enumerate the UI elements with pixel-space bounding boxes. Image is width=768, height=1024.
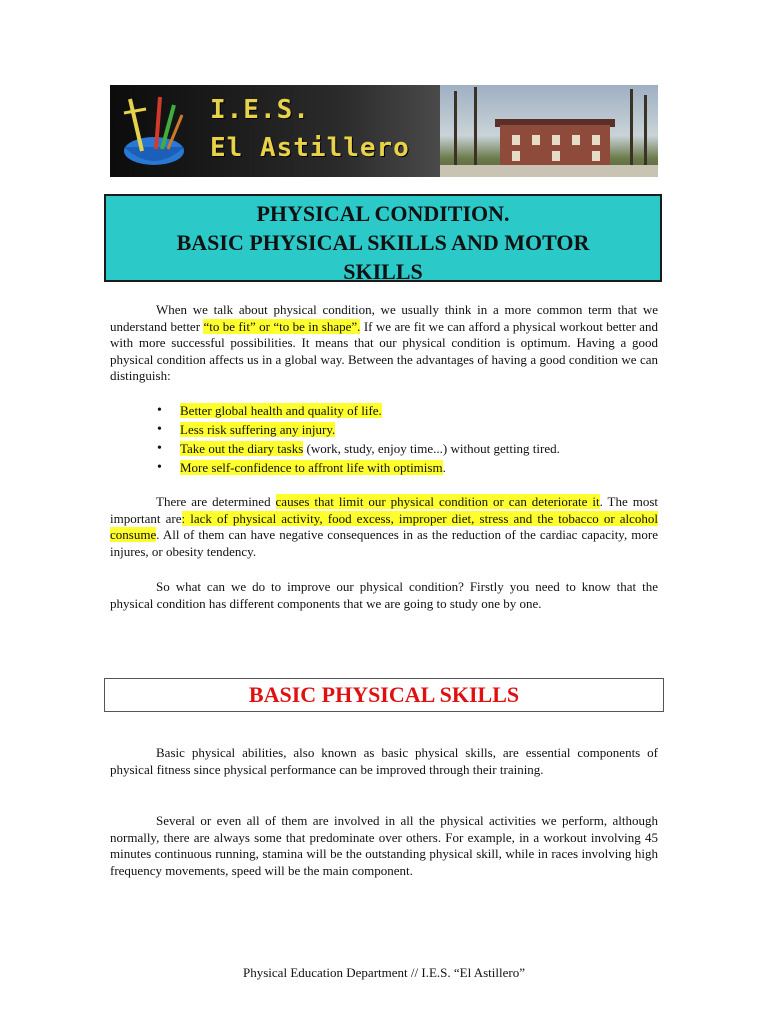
intro-paragraph [110,302,658,385]
advantage-4-rest: . [442,460,446,475]
advantages-list [156,401,560,477]
intro-text-1: When we talk about physical condition, we usually think in a more common term that we understand better [110,302,658,334]
advantage-2: Less risk suffering any injury. [180,422,336,437]
list-item [156,420,560,439]
school-building-photo [440,85,658,177]
causes-text-2: . The most important are [110,494,659,526]
page-footer: Physical Education Department // I.E.S. “El Astillero” [243,965,525,980]
list-item [156,439,560,458]
section-heading: BASIC PHYSICAL SKILLS [248,682,520,707]
school-name-line1: I.E.S. [210,95,310,125]
causes-text-1: There are determined [156,494,276,509]
intro-highlight: “to be fit” or “to be in shape”. [203,318,361,334]
advantage-4-highlight: More self-confidence to affront life with optimism [180,460,443,475]
title-line-2: BASIC PHYSICAL SKILLS AND MOTOR [176,230,590,255]
section-heading-box [104,678,664,712]
school-name-line2: El Astillero [210,133,410,163]
list-item [156,458,560,477]
intro-text-2: If we are fit we can afford a physical workout better and with more successful possibilities. It means that our physical condition is optimum. Having a good physical condition affects us in a global way. Between the advantages of having a good condition we can distinguish: [110,318,658,383]
improve-paragraph: So what can we do to improve our physical condition? Firstly you need to know that the physical condition has different components that we are going to study one by one. [110,579,658,611]
causes-highlight-1: causes that limit our physical condition or can deteriorate it [275,494,600,509]
title-line-1: PHYSICAL CONDITION. [256,201,510,226]
document-title-box [104,194,662,282]
advantage-3-highlight: Take out the diary tasks [180,441,304,456]
advantage-3-rest: (work, study, enjoy time...) without getting tired. [303,441,560,456]
skills-paragraph-2: Several or even all of them are involved in all the physical activities we perform, although normally, there are always some that predominate over others. For example, in a workout involving 45 minutes continuous running, stamina will be the outstanding physical skill, while in races involving high frequency movements, speed will be the main component. [110,813,658,878]
title-line-3: SKILLS [343,259,423,284]
list-item [156,401,560,420]
advantage-1: Better global health and quality of life. [180,403,382,418]
causes-highlight-2: : lack of physical activity, food excess, improper diet, stress and the tobacco or alcohol consume [110,510,658,542]
school-banner [110,85,658,177]
causes-text-3: . All of them can have negative consequences in as the reduction of the cardiac capacity, more injures, or obesity tendency. [110,527,658,559]
skills-paragraph-1: Basic physical abilities, also known as basic physical skills, are essential components of physical fitness since physical performance can be improved through their training. [110,745,658,777]
causes-paragraph [110,494,658,560]
school-logo-icon [116,91,194,171]
